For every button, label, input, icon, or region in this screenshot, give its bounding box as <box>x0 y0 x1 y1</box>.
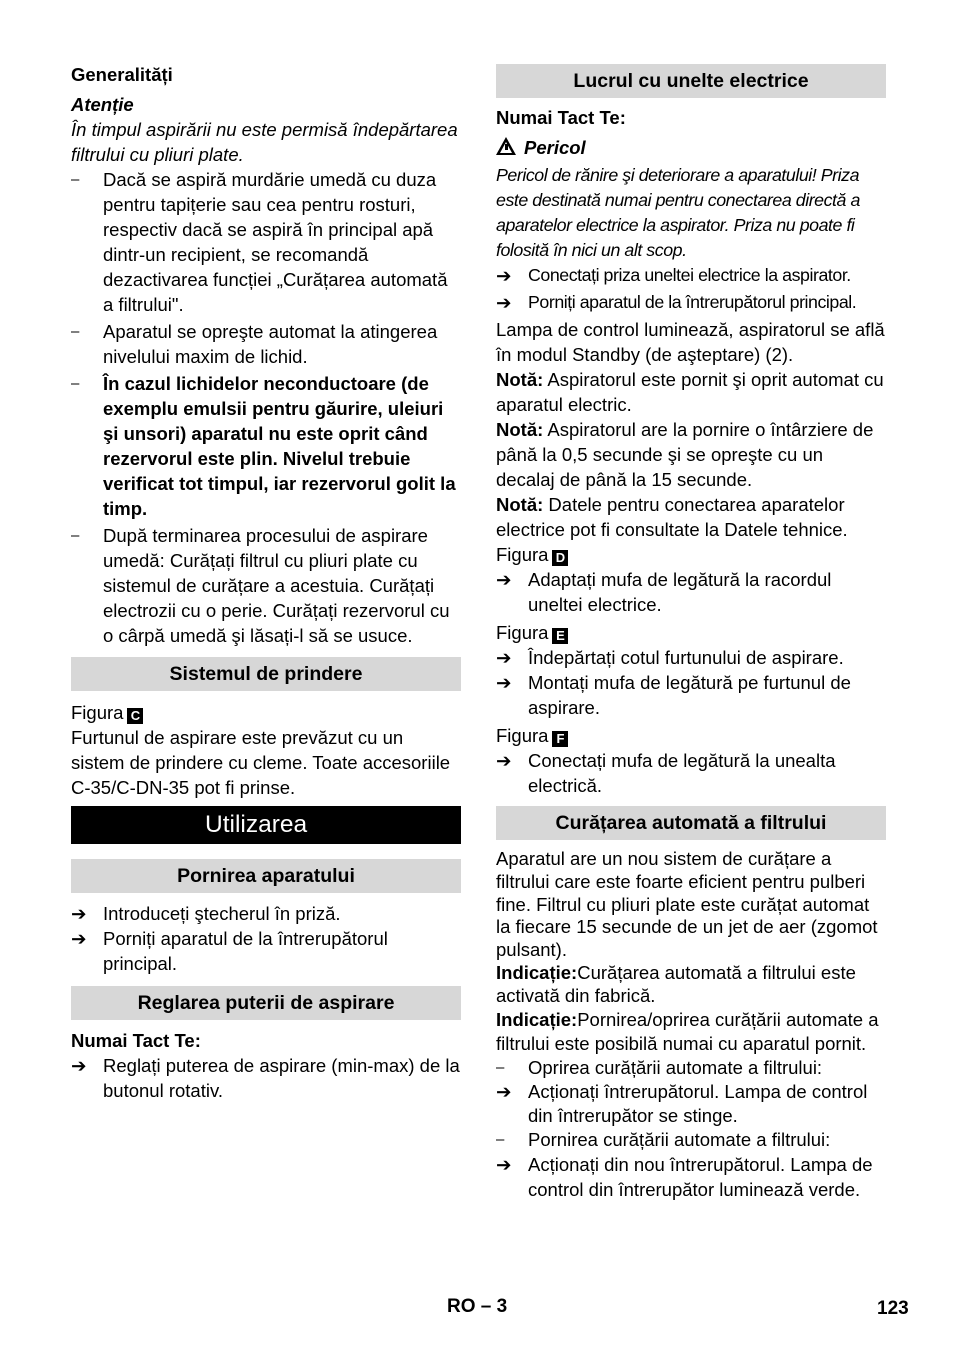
page-number: 123 <box>877 1298 909 1319</box>
section-heading-power: Reglarea puterii de aspirare <box>71 986 461 1020</box>
danger-title <box>496 135 886 160</box>
list-item <box>71 371 461 521</box>
lamp-text: Lampa de control luminează, aspiratorul se află în modul Standby (de aşteptare) (2). <box>496 319 885 365</box>
dash-icon: – <box>71 323 80 340</box>
indication-label: Indicație: <box>496 961 578 983</box>
arrow-right-icon: ➔ <box>71 903 87 924</box>
arrow-right-icon: ➔ <box>496 672 512 693</box>
note-text: Aspiratorul este pornit şi oprit automat cu aparatul electric. <box>496 369 884 415</box>
list-item <box>496 1128 886 1152</box>
list-item <box>496 263 886 288</box>
figure-c-badge: C <box>127 708 143 724</box>
note-label: Notă: <box>496 369 544 390</box>
list-item <box>71 901 461 926</box>
figure-label: Figura <box>496 725 549 746</box>
arrow-right-icon: ➔ <box>496 292 512 313</box>
left-column <box>71 62 461 1103</box>
only-tact-label: Numai Tact Te: <box>71 1030 201 1051</box>
list-item-text: Reglați puterea de aspirare (min-max) de la butonul rotativ. <box>103 1055 460 1101</box>
note-text: Aspiratorul are la pornire o întârziere de până la 0,5 secunde şi se opreşte cu un decalaj de până la 15 secunde. <box>496 419 874 490</box>
indication-text: Pornirea/oprirea curățării automate a filtrului este posibilă numai cu aparatul pornit. <box>496 1008 879 1054</box>
note-1 <box>496 367 886 417</box>
note-label: Notă: <box>496 419 544 440</box>
arrow-right-icon: ➔ <box>71 1055 87 1076</box>
list-item <box>71 1053 461 1103</box>
list-item <box>496 567 886 617</box>
dash-icon: – <box>71 527 80 544</box>
clamp-text: Furtunul de aspirare este prevăzut cu un sistem de prindere cu cleme. Toate accesoriile C-35/C-DN-35 pot fi prinse. <box>71 727 451 798</box>
list-item-text: Porniți aparatul de la întrerupătorul principal. <box>528 292 857 312</box>
list-item <box>71 523 461 648</box>
arrow-right-icon: ➔ <box>496 1080 512 1102</box>
list-item <box>71 926 461 976</box>
note-2 <box>496 417 886 492</box>
figure-label: Figura <box>496 622 549 643</box>
arrow-right-icon: ➔ <box>496 750 512 771</box>
indication-2 <box>496 1008 886 1056</box>
indication-text: Curățarea automată a filtrului este activată din fabrică. <box>496 961 856 1006</box>
list-item-text: Conectați mufa de legătură la unealta electrică. <box>528 750 836 796</box>
section-heading-tools: Lucrul cu unelte electrice <box>496 64 886 98</box>
list-item-text: Oprirea curățării automate a filtrului: <box>528 1056 823 1078</box>
list-item-text: Îndepărtați cotul furtunului de aspirare. <box>528 647 844 668</box>
list-item-text: Montați mufa de legătură pe furtunul de aspirare. <box>528 672 851 718</box>
list-item <box>71 167 461 317</box>
figure-ref-d <box>496 542 886 567</box>
warning-triangle-icon <box>496 137 516 155</box>
arrow-right-icon: ➔ <box>496 569 512 590</box>
footer-section-label: RO – 3 <box>447 1296 508 1317</box>
list-item <box>71 319 461 369</box>
danger-title-text: Pericol <box>524 137 586 158</box>
arrow-right-icon: ➔ <box>71 928 87 949</box>
dash-icon: – <box>496 1058 505 1076</box>
heading-general: Generalități <box>71 64 173 85</box>
dash-icon: – <box>496 1130 505 1148</box>
list-item-text: Aparatul se opreşte automat la atingerea nivelului maxim de lichid. <box>103 321 438 367</box>
figure-label: Figura <box>71 702 124 723</box>
figure-d-badge: D <box>552 550 568 566</box>
list-item <box>496 1152 886 1202</box>
dash-icon: – <box>71 171 80 188</box>
arrow-right-icon: ➔ <box>496 265 512 286</box>
right-column <box>496 62 886 1202</box>
section-heading-start: Pornirea aparatului <box>71 859 461 893</box>
section-heading-clamp: Sistemul de prindere <box>71 657 461 691</box>
list-item <box>496 1056 886 1080</box>
list-item <box>496 645 886 670</box>
figure-ref-f <box>496 723 886 748</box>
only-tact-label: Numai Tact Te: <box>496 107 626 128</box>
list-item-text: Pornirea curățării automate a filtrului: <box>528 1128 831 1150</box>
list-item-text: După terminarea procesului de aspirare umedă: Curățați filtrul cu pliuri plate cu sistemul de curățare a acestuia. Curățați electrozii cu o perie. Curățați rezervorul cu o cârpă umedă şi lăsați-l să se usuce. <box>103 525 450 646</box>
figure-ref-e <box>496 620 886 645</box>
arrow-right-icon: ➔ <box>496 647 512 668</box>
list-item-text: Porniți aparatul de la întrerupătorul principal. <box>103 928 388 974</box>
arrow-right-icon: ➔ <box>496 1153 512 1175</box>
autoclean-text: Aparatul are un nou sistem de curățare a filtrului care este foarte eficient pentru pulberi fine. Filtrul cu pliuri plate este curățat automat la fiecare 15 secunde de un jet de aer (zgomot pulsant). <box>496 848 878 961</box>
caution-title: Atenție <box>71 94 134 115</box>
figure-e-badge: E <box>552 628 568 644</box>
list-item <box>496 670 886 720</box>
list-item-text: Acționați din nou întrerupătorul. Lampa de control din întrerupător luminează verde. <box>528 1153 873 1200</box>
list-item <box>496 1080 886 1128</box>
figure-f-badge: F <box>552 731 568 747</box>
indication-label: Indicație: <box>496 1008 578 1030</box>
danger-text: Pericol de rănire şi deteriorare a aparatului! Priza este destinată numai pentru conectarea directă a aparatelor electrice la aspirator. Priza nu poate fi folosită în nici un alt scop. <box>496 165 860 260</box>
section-heading-autoclean: Curățarea automată a filtrului <box>496 806 886 840</box>
figure-label: Figura <box>496 544 549 565</box>
list-item <box>496 748 886 798</box>
chapter-heading-usage: Utilizarea <box>71 806 461 844</box>
note-text: Datele pentru conectarea aparatelor electrice pot fi consultate la Datele tehnice. <box>496 494 848 540</box>
list-item-text: Dacă se aspiră murdărie umedă cu duza pentru tapițerie sau cea pentru rosturi, respectiv dacă se aspiră în principal apă dintr-un recipient, se recomandă dezactivarea funcției „Curățarea automată a filtrului". <box>103 169 448 315</box>
list-item-text: Adaptați mufa de legătură la racordul uneltei electrice. <box>528 569 832 615</box>
list-item <box>496 290 886 315</box>
note-3 <box>496 492 886 542</box>
dash-icon: – <box>71 375 80 392</box>
list-item-text: Introduceți ştecherul în priză. <box>103 903 341 924</box>
list-item-text: Acționați întrerupătorul. Lampa de control din întrerupător se stinge. <box>528 1080 868 1126</box>
note-label: Notă: <box>496 494 544 515</box>
caution-text: În timpul aspirării nu este permisă îndepărtarea filtrului cu pliuri plate. <box>71 119 458 165</box>
list-item-text: Conectați priza uneltei electrice la aspirator. <box>528 265 851 285</box>
indication-1 <box>496 962 886 1008</box>
list-item-text: În cazul lichidelor neconductoare (de exemplu emulsii pentru găurire, uleiuri şi unsori) aparatul nu este oprit când rezervorul este plin. Nivelul trebuie verificat tot timpul, iar rezervorul golit la timp. <box>103 373 456 519</box>
figure-ref-c <box>71 700 461 725</box>
